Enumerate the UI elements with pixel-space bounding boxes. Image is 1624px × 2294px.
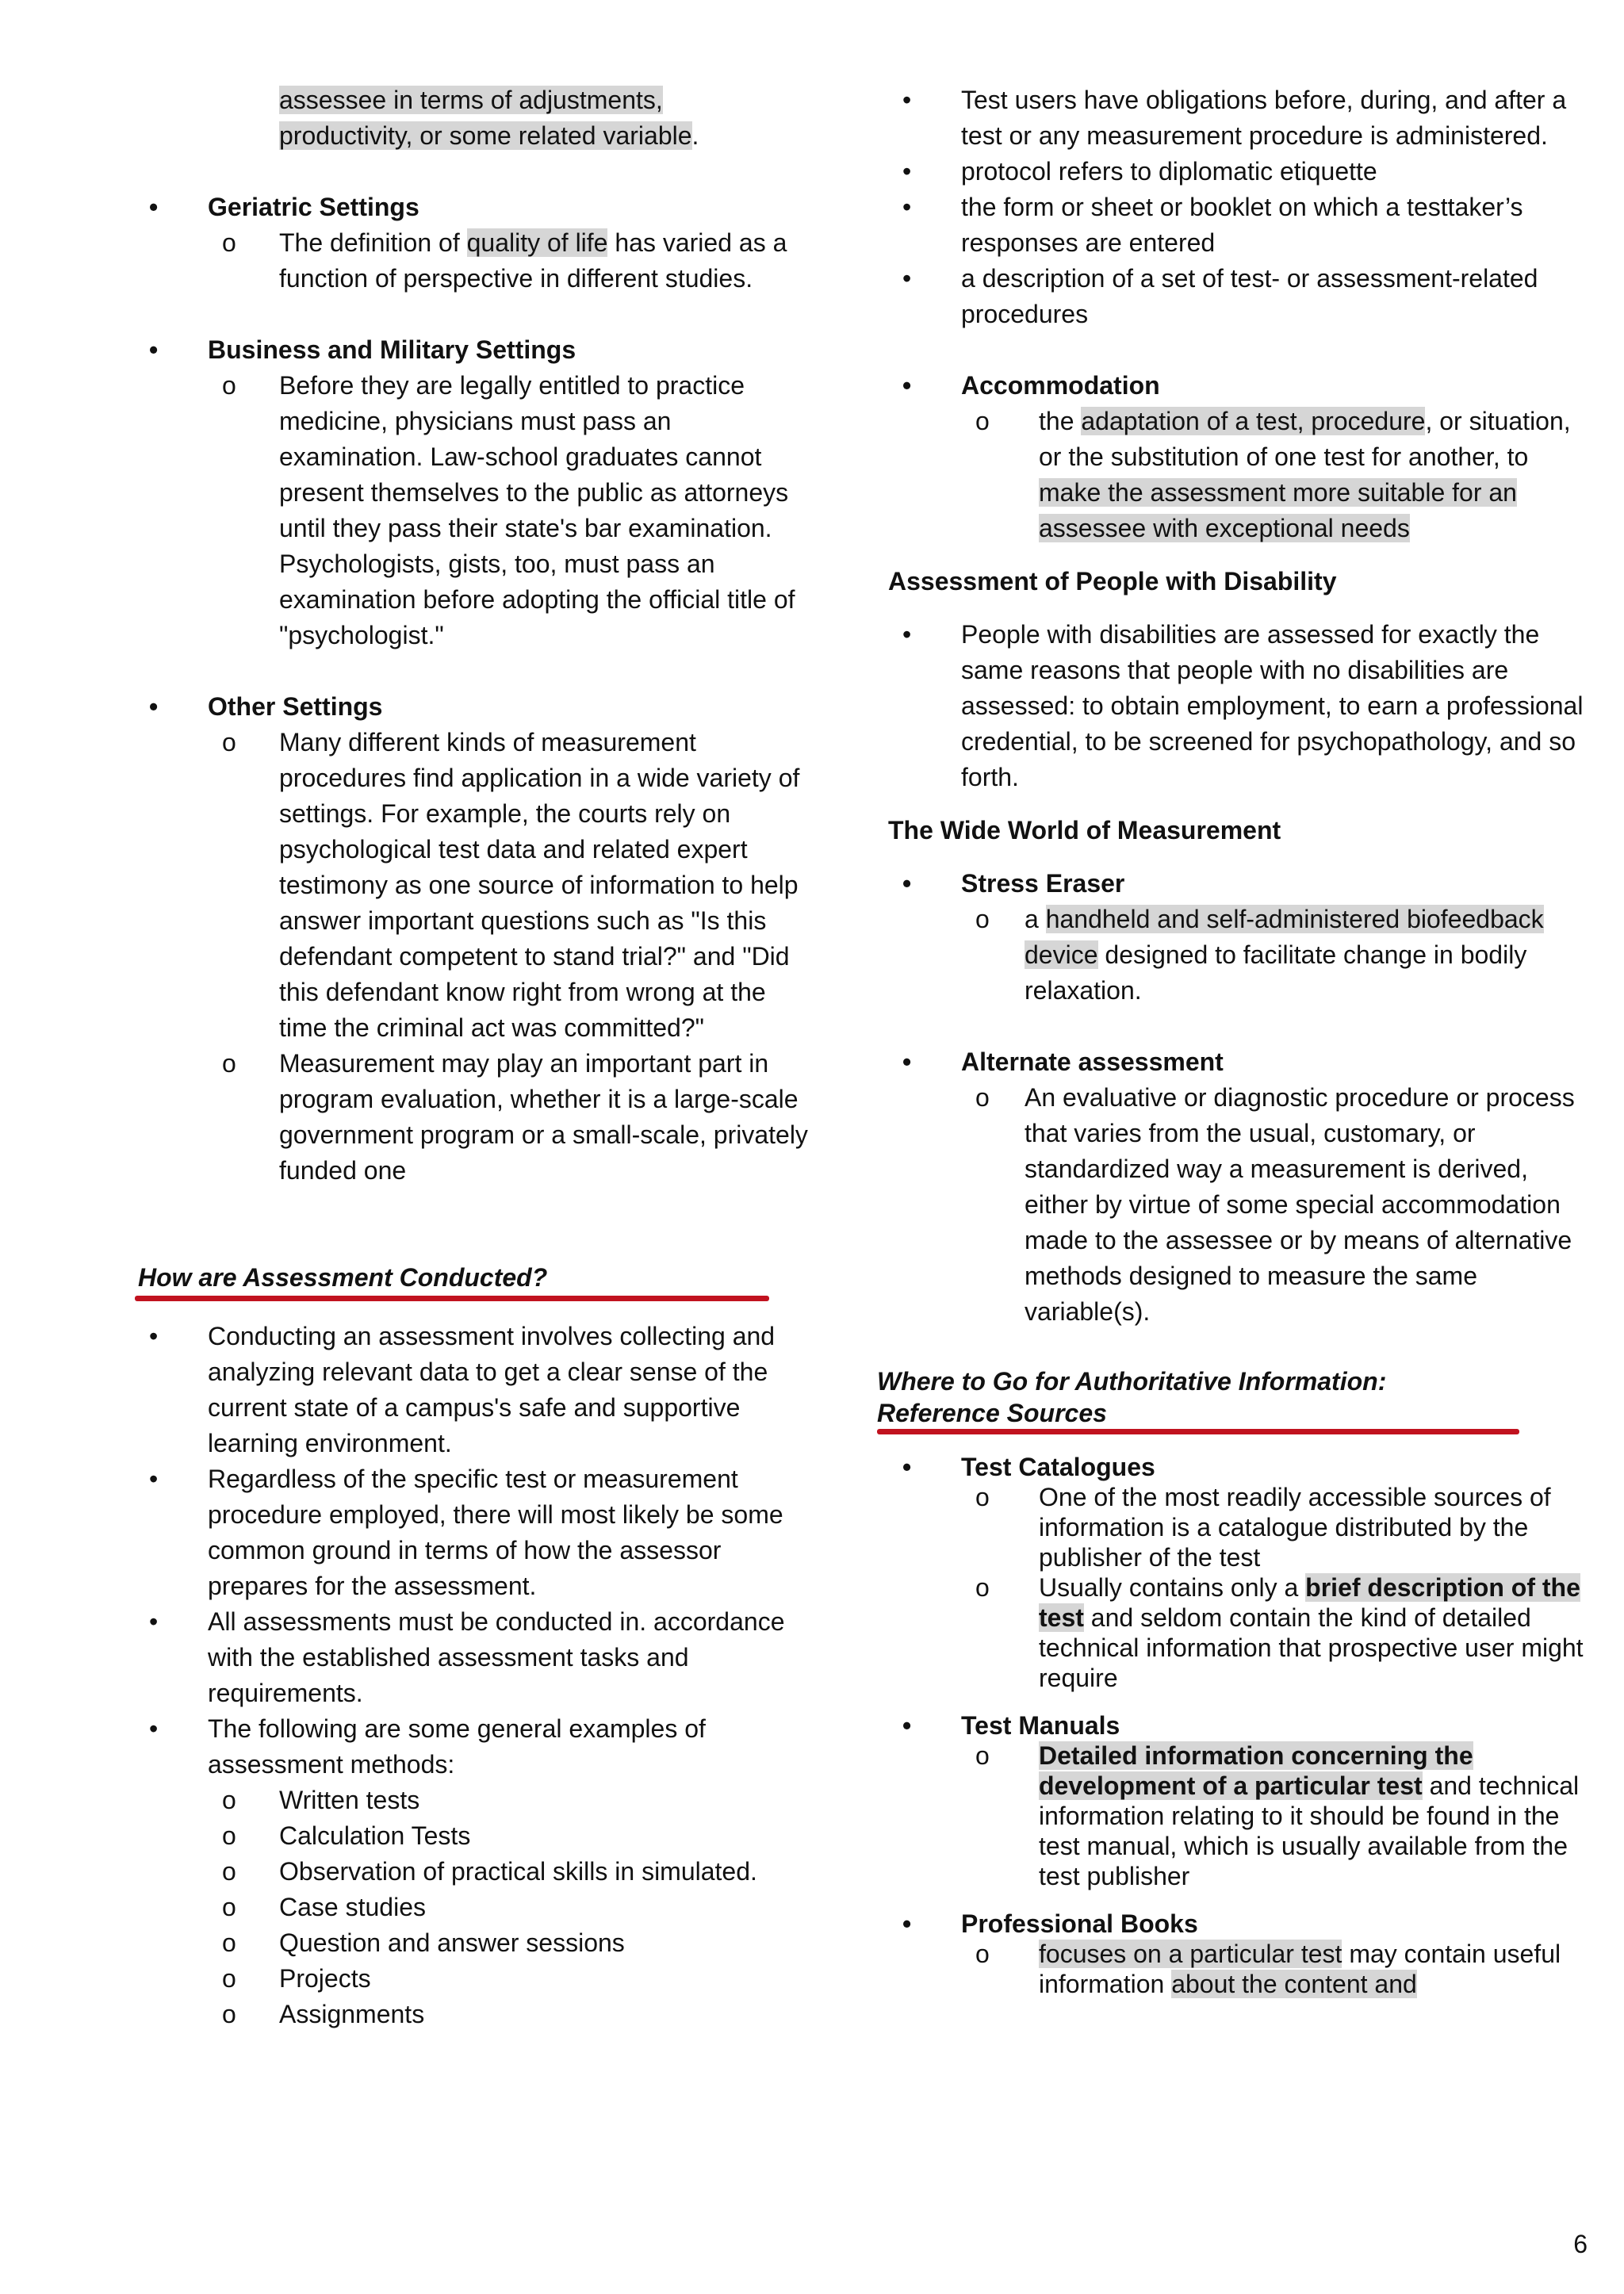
red-underline	[877, 1429, 1519, 1434]
highlighted-text: about the content and	[1171, 1970, 1417, 1998]
bullet-item: • People with disabilities are assessed for exactly the same reasons that people with no disabilities are assessed: to obtain employment, to earn a professional credential, to be screened for psychopathology, and so forth.	[888, 617, 1586, 795]
test-manuals-heading: • Test Manuals	[888, 1710, 1586, 1741]
bullet-item: • The following are some general examples of assessment methods:	[135, 1711, 817, 1783]
highlighted-text: assessee in terms of adjustments,	[279, 86, 663, 114]
books-item: o focuses on a particular test may contain useful information about the content and	[888, 1939, 1586, 1999]
bullet-item: • Test users have obligations before, during, and after a test or any measurement procedure is administered.	[888, 82, 1586, 154]
disability-heading: Assessment of People with Disability	[888, 567, 1337, 596]
test-catalogues-heading: • Test Catalogues	[888, 1452, 1586, 1482]
highlighted-text: make the assessment more suitable for an assessee with exceptional needs	[1039, 478, 1517, 542]
manual-item: o Detailed information concerning the development of a particular test and technical information relating to it should be found in the test manual, which is usually available from the test publisher	[888, 1741, 1586, 1891]
business-item: o Before they are legally entitled to practice medicine, physicians must pass an examination. Law-school graduates cannot present themselves to the public as attorneys until they pass their state's bar examination. Psychologists, gists, too, must pass an examination before adopting the official title of "psychologist."	[135, 368, 817, 653]
bullet-item: • Conducting an assessment involves collecting and analyzing relevant data to get a clear sense of the current state of a campus's safe and supportive learning environment.	[135, 1319, 817, 1461]
highlighted-text: focuses on a particular test	[1039, 1940, 1342, 1968]
method-item: o Case studies	[135, 1890, 817, 1925]
red-underline	[135, 1296, 769, 1301]
geriatric-item: o The definition of quality of life has varied as a function of perspective in different studies.	[135, 225, 817, 297]
method-item: o Calculation Tests	[135, 1818, 817, 1854]
left-column	[135, 82, 817, 2032]
bullet-item: • the form or sheet or booklet on which a testtaker’s responses are entered	[888, 190, 1586, 261]
highlighted-text: productivity, or some related variable	[279, 121, 692, 150]
alternate-assessment-heading: • Alternate assessment	[888, 1044, 1586, 1080]
wide-world-heading: The Wide World of Measurement	[888, 816, 1281, 844]
right-column	[877, 82, 1586, 1999]
other-settings-item: o Many different kinds of measurement procedures find application in a wide variety of settings. For example, the courts rely on psychological test data and related expert testimony as one source of information to help answer important questions such as "Is this defendant competent to stand trial?" and "Did this defendant know right from wrong at the time the criminal act was committed?"	[135, 725, 817, 1046]
bullet-item: • a description of a set of test- or assessment-related procedures	[888, 261, 1586, 332]
bullet-item: • protocol refers to diplomatic etiquette	[888, 154, 1586, 190]
section-heading-reference: Where to Go for Authoritative Information: Reference Sources	[877, 1367, 1387, 1427]
continued-text: assessee in terms of adjustments, productivity, or some related variable.	[279, 86, 699, 150]
bullet-item: • All assessments must be conducted in. accordance with the established assessment tasks and requirements.	[135, 1604, 817, 1711]
accommodation-item: o the adaptation of a test, procedure, or situation, or the substitution of one test for another, to make the assessment more suitable for an assessee with exceptional needs	[888, 404, 1586, 546]
highlighted-text: Detailed information concerning the development of a particular test	[1039, 1741, 1473, 1800]
section-heading-conducted: How are Assessment Conducted?	[138, 1263, 548, 1292]
highlighted-text: brief description of the test	[1039, 1573, 1580, 1632]
page-number: 6	[1573, 2230, 1588, 2258]
other-settings-item: o Measurement may play an important part in program evaluation, whether it is a large-scale government program or a small-scale, privately funded one	[135, 1046, 817, 1189]
catalogue-item: o One of the most readily accessible sources of information is a catalogue distributed by the publisher of the test	[888, 1482, 1586, 1572]
highlighted-text: adaptation of a test, procedure	[1081, 407, 1426, 435]
method-item: o Question and answer sessions	[135, 1925, 817, 1961]
alternate-assessment-item: o An evaluative or diagnostic procedure or process that varies from the usual, customary, or standardized way a measurement is derived, either by virtue of some special accommodation made to the assessee or by means of alternative methods designed to measure the same variable(s).	[888, 1080, 1586, 1330]
business-heading: • Business and Military Settings	[135, 332, 817, 368]
bullet-item: • Regardless of the specific test or measurement procedure employed, there will most likely be some common ground in terms of how the assessor prepares for the assessment.	[135, 1461, 817, 1604]
geriatric-heading: • Geriatric Settings	[135, 190, 817, 225]
professional-books-heading: • Professional Books	[888, 1909, 1586, 1939]
method-item: o Projects	[135, 1961, 817, 1997]
highlighted-text: quality of life	[466, 228, 608, 257]
stress-eraser-heading: • Stress Eraser	[888, 866, 1586, 902]
highlighted-text: handheld and self-administered biofeedback device	[1025, 905, 1544, 969]
catalogue-item: o Usually contains only a brief description of the test and seldom contain the kind of detailed technical information that prospective user might require	[888, 1572, 1586, 1693]
other-settings-heading: • Other Settings	[135, 689, 817, 725]
method-item: o Observation of practical skills in simulated.	[135, 1854, 817, 1890]
method-item: o Assignments	[135, 1997, 817, 2032]
stress-eraser-item: o a handheld and self-administered biofeedback device designed to facilitate change in bodily relaxation.	[888, 902, 1586, 1009]
accommodation-heading: • Accommodation	[888, 368, 1586, 404]
method-item: o Written tests	[135, 1783, 817, 1818]
